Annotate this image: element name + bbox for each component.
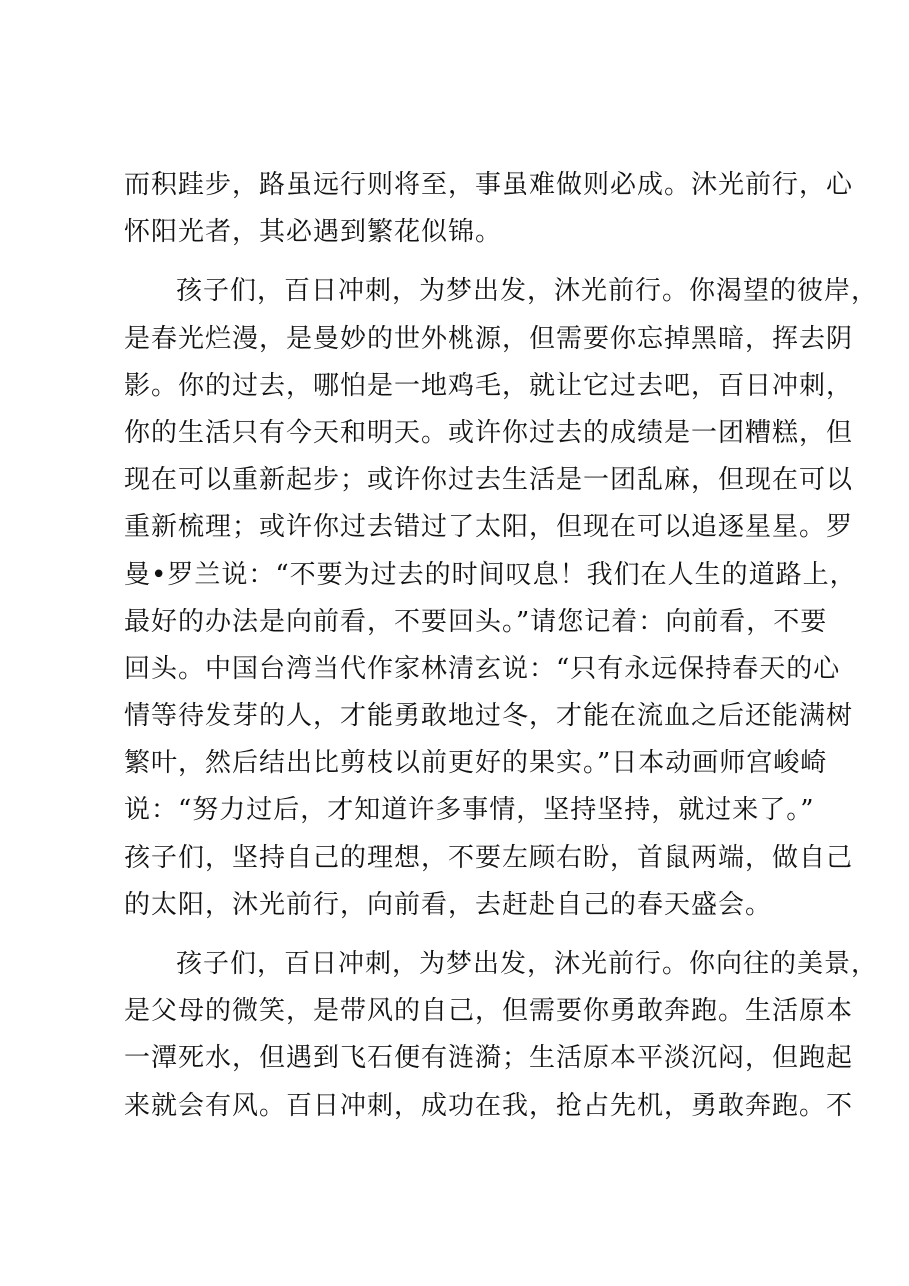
text-line: 来就会有风。百日冲刺，成功在我，抢占先机，勇敢奔跑。不 (124, 1090, 854, 1121)
text-line: 情等待发芽的人，才能勇敢地过冬，才能在流血之后还能满树 (124, 701, 854, 732)
paragraph-3 (124, 941, 879, 1130)
text-line: 回头。中国台湾当代作家林清玄说：“只有永远保持春天的心 (124, 653, 841, 684)
text-line: 说：“努力过后，才知道许多事情，坚持坚持，就过来了。” (124, 795, 815, 826)
text-line: 是父母的微笑，是带风的自己，但需要你勇敢奔跑。生活原本 (124, 996, 854, 1027)
text-line: 孩子们，百日冲刺，为梦出发，沐光前行。你向往的美景， (176, 949, 879, 979)
paragraph-2 (124, 268, 879, 929)
text-line: 孩子们，坚持自己的理想，不要左顾右盼，首鼠两端，做自己 (124, 842, 854, 873)
text-line: 是春光烂漫，是曼妙的世外桃源，但需要你忘掉黑暗，挥去阴 (124, 323, 854, 354)
text-line: 你的生活只有今天和明天。或许你过去的成绩是一团糟糕，但 (124, 417, 854, 448)
text-line: 而积跬步，路虽远行则将至，事虽难做则必成。沐光前行，心 (124, 170, 854, 200)
text-line: 最好的办法是向前看，不要回头。”请您记着：向前看，不要 (124, 606, 828, 637)
text-line: 一潭死水，但遇到飞石便有涟漪；生活原本平淡沉闷，但跑起 (124, 1043, 854, 1074)
text-line: 繁叶，然后结出比剪枝以前更好的果实。”日本动画师宫峻崎 (124, 748, 828, 779)
paragraph-1 (124, 162, 854, 256)
text-line: 影。你的过去，哪怕是一地鸡毛，就让它过去吧，百日冲刺， (124, 370, 854, 401)
text-line: 的太阳，沐光前行，向前看，去赶赴自己的春天盛会。 (124, 889, 773, 920)
text-line: 孩子们，百日冲刺，为梦出发，沐光前行。你渴望的彼岸， (176, 276, 879, 307)
text-line: 曼•罗兰说：“不要为过去的时间叹息！我们在人生的道路上， (124, 559, 857, 590)
text-line: 怀阳光者，其必遇到繁花似锦。 (124, 217, 503, 248)
text-line: 重新梳理；或许你过去错过了太阳，但现在可以追逐星星。罗 (124, 512, 854, 543)
body-text (124, 162, 879, 1130)
text-line: 现在可以重新起步；或许你过去生活是一团乱麻，但现在可以 (124, 465, 854, 496)
